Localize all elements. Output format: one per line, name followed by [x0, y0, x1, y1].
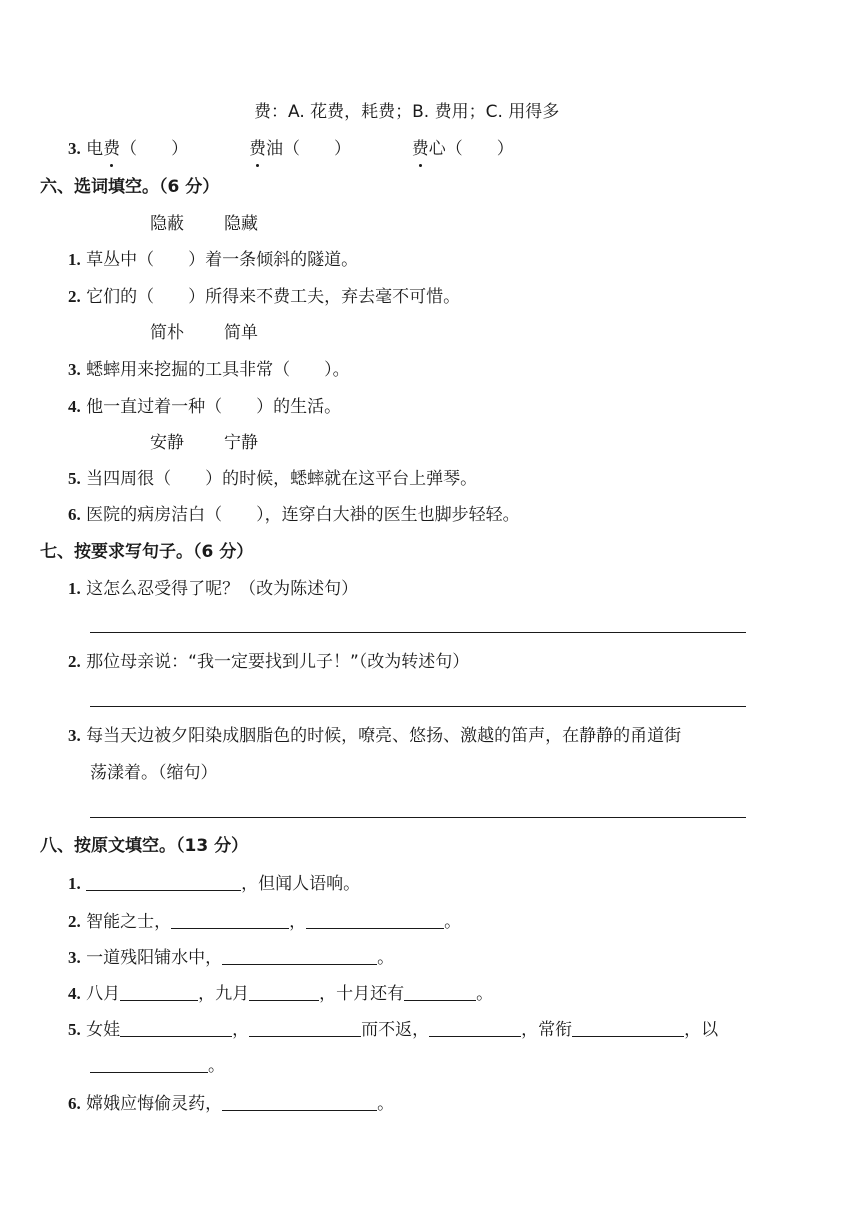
fill-blank[interactable]: [222, 1092, 377, 1111]
emphasis-dot-char: 费: [248, 139, 266, 159]
s6-q4: 4. 他一直过着一种（ ）的生活。: [68, 397, 342, 417]
word-choice-group-1: 隐蔽 隐藏: [150, 214, 258, 234]
section-7-title: 七、按要求写句子。（6 分）: [40, 542, 254, 562]
word-choice-group-2: 简朴 简单: [150, 323, 258, 343]
s6-q5: 5. 当四周很（ ）的时候，蟋蟀就在这平台上弹琴。: [68, 469, 478, 489]
item-feiyou: 费油（ ）: [248, 139, 351, 159]
s8-q3: 3. 一道残阳铺水中， 。: [68, 948, 395, 968]
s8-q2: 2. 智能之士， ， 。: [68, 912, 462, 932]
s6-q3: 3. 蟋蟀用来挖掘的工具非常（ ）。: [68, 360, 350, 380]
fill-blank[interactable]: [222, 946, 377, 965]
emphasis-dot-char: 费: [411, 139, 429, 159]
s8-q5: 5. 女娃 ， 而不返， ，常衔 ，以: [68, 1020, 719, 1040]
word-choice-group-3: 安静 宁静: [150, 433, 258, 453]
item-feixin: 费心（ ）: [411, 139, 514, 159]
s8-q6: 6. 嫦娥应悔偷灵药， 。: [68, 1094, 395, 1114]
s8-q5-cont: 。: [90, 1054, 225, 1078]
item-dianfei: 电费（ ）: [86, 139, 189, 159]
s6-q1: 1. 草丛中（ ）着一条倾斜的隧道。: [68, 250, 359, 270]
answer-line[interactable]: [90, 817, 746, 818]
s7-q2: 2. 那位母亲说：“我一定要找到儿子！”（改为转述句）: [68, 652, 470, 672]
fill-blank[interactable]: [90, 1054, 208, 1073]
fei-meaning-line: 费：A. 花费，耗费；B. 费用；C. 用得多: [254, 102, 560, 122]
fill-blank[interactable]: [249, 982, 319, 1001]
fill-blank[interactable]: [306, 910, 444, 929]
section-8-title: 八、按原文填空。（13 分）: [40, 836, 249, 856]
s6-q6: 6. 医院的病房洁白（ ），连穿白大褂的医生也脚步轻轻。: [68, 505, 520, 525]
fill-blank[interactable]: [171, 910, 289, 929]
fill-blank[interactable]: [429, 1018, 521, 1037]
section-6-title: 六、选词填空。（6 分）: [40, 177, 220, 197]
s7-q3: 3. 每当天边被夕阳染成胭脂色的时候，嘹亮、悠扬、激越的笛声，在静静的甬道街: [68, 726, 682, 746]
s8-q1: 1. ，但闻人语响。: [68, 874, 361, 894]
fill-blank[interactable]: [249, 1018, 361, 1037]
s7-q3-cont: 荡漾着。（缩句）: [90, 763, 218, 783]
fill-blank[interactable]: [120, 982, 198, 1001]
fill-blank[interactable]: [572, 1018, 684, 1037]
fill-blank[interactable]: [86, 872, 241, 891]
answer-line[interactable]: [90, 706, 746, 707]
emphasis-dot-char: 费: [103, 139, 121, 159]
question-number: 3.: [68, 139, 81, 158]
answer-line[interactable]: [90, 632, 746, 633]
fill-blank[interactable]: [120, 1018, 232, 1037]
q5-3: [68, 137, 514, 161]
s8-q4: 4. 八月 ，九月 ，十月还有 。: [68, 984, 494, 1004]
s6-q2: 2. 它们的（ ）所得来不费工夫，弃去毫不可惜。: [68, 287, 461, 307]
fill-blank[interactable]: [404, 982, 476, 1001]
s7-q1: 1. 这怎么忍受得了呢？（改为陈述句）: [68, 579, 359, 599]
